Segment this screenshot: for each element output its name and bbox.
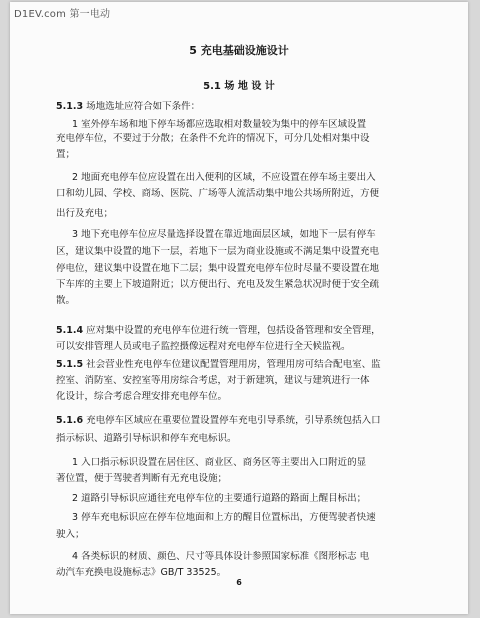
line-text: 停电位，建议集中设置在地下二层；集中设置充电停车位时尽量不要设置在地: [56, 263, 380, 274]
text-line: [56, 341, 434, 353]
line-text: 驶入；: [56, 529, 85, 540]
text-line: [56, 391, 434, 403]
line-text: 区，建议集中设置的地下一层，若地下一层为商业设施或不满足集中设置充电: [56, 246, 380, 257]
text-line: [56, 279, 434, 291]
text-line: [56, 101, 434, 113]
text-line: [56, 295, 434, 307]
line-text: 1 入口指示标识设置在居住区、商业区、商务区等主要出入口附近的显: [72, 457, 367, 468]
line-text: 著位置，便于驾驶者判断有无充电设施；: [56, 473, 228, 484]
clause-number: 5.1.3: [56, 101, 84, 112]
line-text: 散。: [56, 295, 76, 306]
document-page: [10, 2, 468, 614]
text-line: [56, 263, 434, 275]
text-line: [56, 375, 434, 387]
text-line: [56, 208, 434, 220]
line-text: 社会营业性充电停车位建议配置管理用房，管理用房可结合配电室、监: [86, 359, 381, 370]
clause-number: 5.1.6: [56, 415, 84, 426]
text-line: [56, 493, 450, 505]
line-text: 动汽车充换电设施标志》GB/T 33525。: [56, 567, 227, 578]
text-line: [56, 172, 450, 184]
text-line: [56, 551, 450, 563]
text-line: [56, 229, 450, 241]
text-line: [56, 359, 434, 371]
line-text: 置；: [56, 149, 76, 160]
line-text: 充电停车位，不要过于分散；在条件不允许的情况下，可分几处相对集中设: [56, 133, 370, 144]
line-text: 下车库的主要上下坡道附近；以方便出行、充电及发生紧急状况时便于安全疏: [56, 279, 380, 290]
text-line: [56, 529, 434, 541]
line-text: 1 室外停车场和地下停车场都应选取相对数量较为集中的停车区域设置: [72, 119, 367, 130]
line-text: 场地选址应符合如下条件：: [86, 101, 201, 112]
section-title: 5.1 场 地 设 计: [203, 81, 275, 92]
line-text: 应对集中设置的充电停车位进行统一管理，包括设备管理和安全管理，: [86, 325, 381, 336]
watermark: D1EV.com 第一电动: [14, 9, 111, 20]
line-text: 2 地面充电停车位应设置在出入便利的区域，不应设置在停车场主要出入: [72, 172, 376, 183]
line-text: 2 道路引导标识应通往充电停车位的主要通行道路的路面上醒目标出；: [72, 493, 367, 504]
line-text: 3 地下充电停车位应尽量选择设置在靠近地面层区域，如地下一层有停车: [72, 229, 376, 240]
chapter-title: 5 充电基础设施设计: [189, 44, 289, 57]
clause-number: 5.1.4: [56, 325, 84, 336]
line-text: 出行及充电；: [56, 208, 114, 219]
line-text: 4 各类标识的材质、颜色、尺寸等具体设计参照国家标准《图形标志 电: [72, 551, 370, 562]
line-text: 3 停车充电标识应在停车位地面和上方的醒目位置标出，方便驾驶者快速: [72, 512, 376, 523]
line-text: 可以安排管理人员或电子监控摄像远程对充电停车位进行全天候监视。: [56, 341, 351, 352]
text-line: [56, 188, 434, 200]
line-text: 控室、消防室、安控室等用房综合考虑，对于新建筑，建议与建筑进行一体: [56, 375, 370, 386]
page-number: 6: [236, 578, 242, 587]
text-line: [56, 512, 450, 524]
line-text: 口和幼儿园、学校、商场、医院、广场等人流活动集中地公共场所附近，方便: [56, 188, 380, 199]
line-text: 充电停车区域应在重要位置设置停车充电引导系统，引导系统包括入口: [86, 415, 381, 426]
text-line: [56, 473, 434, 485]
text-line: [56, 325, 434, 337]
text-line: [56, 133, 434, 145]
line-text: 指示标识、道路引导标识和停车充电标识。: [56, 433, 237, 444]
text-line: [56, 415, 434, 427]
text-line: [56, 119, 450, 131]
text-line: [56, 149, 434, 161]
text-line: [56, 246, 434, 258]
text-line: [56, 433, 434, 445]
line-text: 化设计，综合考虑合理安排充电停车位。: [56, 391, 228, 402]
clause-number: 5.1.5: [56, 359, 84, 370]
text-line: [56, 457, 450, 469]
